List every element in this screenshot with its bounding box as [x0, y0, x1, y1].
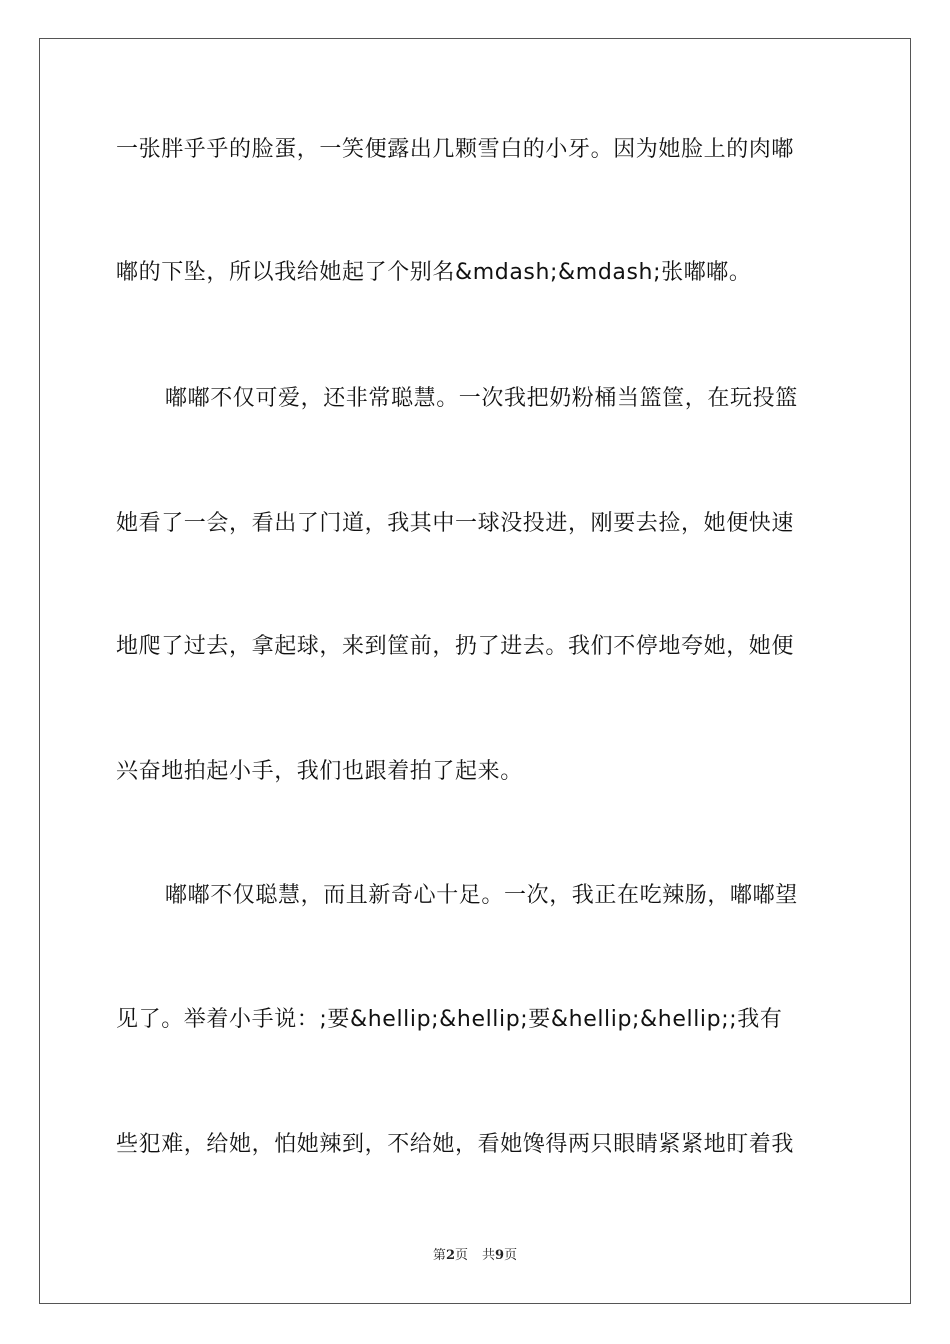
text-line-5: 地爬了过去，拿起球，来到筐前，扔了进去。我们不停地夸她，她便: [116, 634, 795, 659]
text-line-2: 嘟的下坠，所以我给她起了个别名&mdash;&mdash;张嘟嘟。: [116, 260, 752, 285]
total-prefix: 共: [482, 1248, 496, 1263]
page-footer: [0, 1246, 950, 1266]
text-line-4: 她看了一会，看出了门道，我其中一球没投进，刚要去捡，她便快速: [116, 511, 795, 536]
text-line-6: 兴奋地拍起小手，我们也跟着拍了起来。: [116, 759, 523, 784]
page-prefix: 第: [432, 1248, 446, 1263]
text-line-3: 嘟嘟不仅可爱，还非常聪慧。一次我把奶粉桶当篮筐，在玩投篮: [165, 386, 798, 411]
text-line-8: 见了。举着小手说：;要&hellip;&hellip;要&hellip;&hellip;;我有: [116, 1007, 783, 1032]
total-pages-number: 9: [495, 1248, 505, 1263]
text-line-9: 些犯难，给她，怕她辣到，不给她，看她馋得两只眼睛紧紧地盯着我: [116, 1132, 795, 1157]
page-suffix: 页: [454, 1248, 468, 1263]
text-line-1: 一张胖乎乎的脸蛋，一笑便露出几颗雪白的小牙。因为她脸上的肉嘟: [116, 137, 795, 162]
page-border: [39, 38, 911, 1304]
text-line-7: 嘟嘟不仅聪慧，而且新奇心十足。一次，我正在吃辣肠，嘟嘟望: [165, 883, 798, 908]
current-page-number: 2: [445, 1248, 455, 1263]
total-suffix: 页: [504, 1248, 518, 1263]
